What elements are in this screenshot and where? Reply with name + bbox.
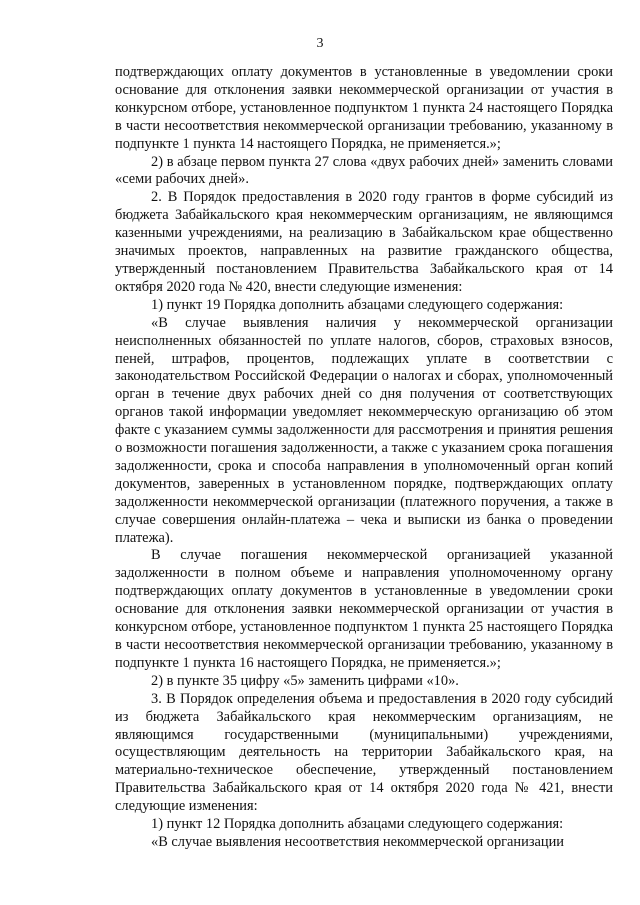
paragraph: «В случае выявления несоответствия некоммерческой организации [151, 833, 565, 850]
page-number: 3 [316, 36, 324, 51]
paragraph: В случае погашения некоммерческой организацией указанной задолженности в полном объеме и направления уполномоченному органу подтверждающих оплату документов в установленные в уведомлении сроки основание для отклонения заявки некоммерческой организации от участия в конкурсном отборе, установленное подпунктом 1 пункта 25 настоящего Порядка в части несоответствия некоммерческой организации требованию, указанному в подпункте 1 пункта 16 настоящего Порядка, не применяется.»; [115, 547, 613, 671]
paragraph: «В случае выявления наличия у некоммерческой организации неисполненных обязанностей по уплате налогов, сборов, страховых взносов, пеней, штрафов, процентов, подлежащих уплате в соответствии с законодательством Российской Федерации о налогах и сборах, уполномоченный орган в течение двух рабочих дней со дня получения от соответствующих органов такой информации уведомляет некоммерческую организацию об этом факте с указанием суммы задолженности для рассмотрения и принятия решения о возможности погашения задолженности, а также с указанием срока погашения задолженности, срока и способа направления в уполномоченный орган копий документов, заверенных в установленном порядке, подтверждающих оплату задолженности некоммерческой организации (платежного поручения, а также в случае совершения онлайн-платежа – чека и выписки из банка о проведении платежа). [115, 314, 613, 546]
document-body [115, 64, 613, 852]
paragraph: 1) пункт 19 Порядка дополнить абзацами следующего содержания: [151, 296, 564, 313]
paragraph: 2. В Порядок предоставления в 2020 году грантов в форме субсидий из бюджета Забайкальского края некоммерческим организациям, не являющимся казенными учреждениями, на реализацию в Забайкальском крае общественно значимых проектов, направленных на развитие гражданского общества, утвержденный постановлением Правительства Забайкальского края от 14 октября 2020 года № 420, внести следующие изменения: [115, 189, 613, 295]
paragraph: 3. В Порядок определения объема и предоставления в 2020 году субсидий из бюджета Забайкальского края некоммерческим организациям, не являющимся государственными (муниципальными) учреждениями, осуществляющим деятельность на территории Забайкальского края, на материально-техническое обеспечение, утвержденный постановлением Правительства Забайкальского края от 14 октября 2020 года № 421, внести следующие изменения: [115, 690, 613, 815]
paragraph: 2) в абзаце первом пункта 27 слова «двух рабочих дней» заменить словами «семи рабочих дней». [115, 153, 613, 188]
paragraph: 2) в пункте 35 цифру «5» заменить цифрами «10». [151, 672, 459, 689]
paragraph: подтверждающих оплату документов в установленные в уведомлении сроки основание для отклонения заявки некоммерческой организации от участия в конкурсном отборе, установленное подпунктом 1 пункта 24 настоящего Порядка в части несоответствия некоммерческой организации требованию, указанному в подпункте 1 пункта 14 настоящего Порядка, не применяется.»; [115, 64, 613, 152]
paragraph: 1) пункт 12 Порядка дополнить абзацами следующего содержания: [151, 816, 564, 833]
